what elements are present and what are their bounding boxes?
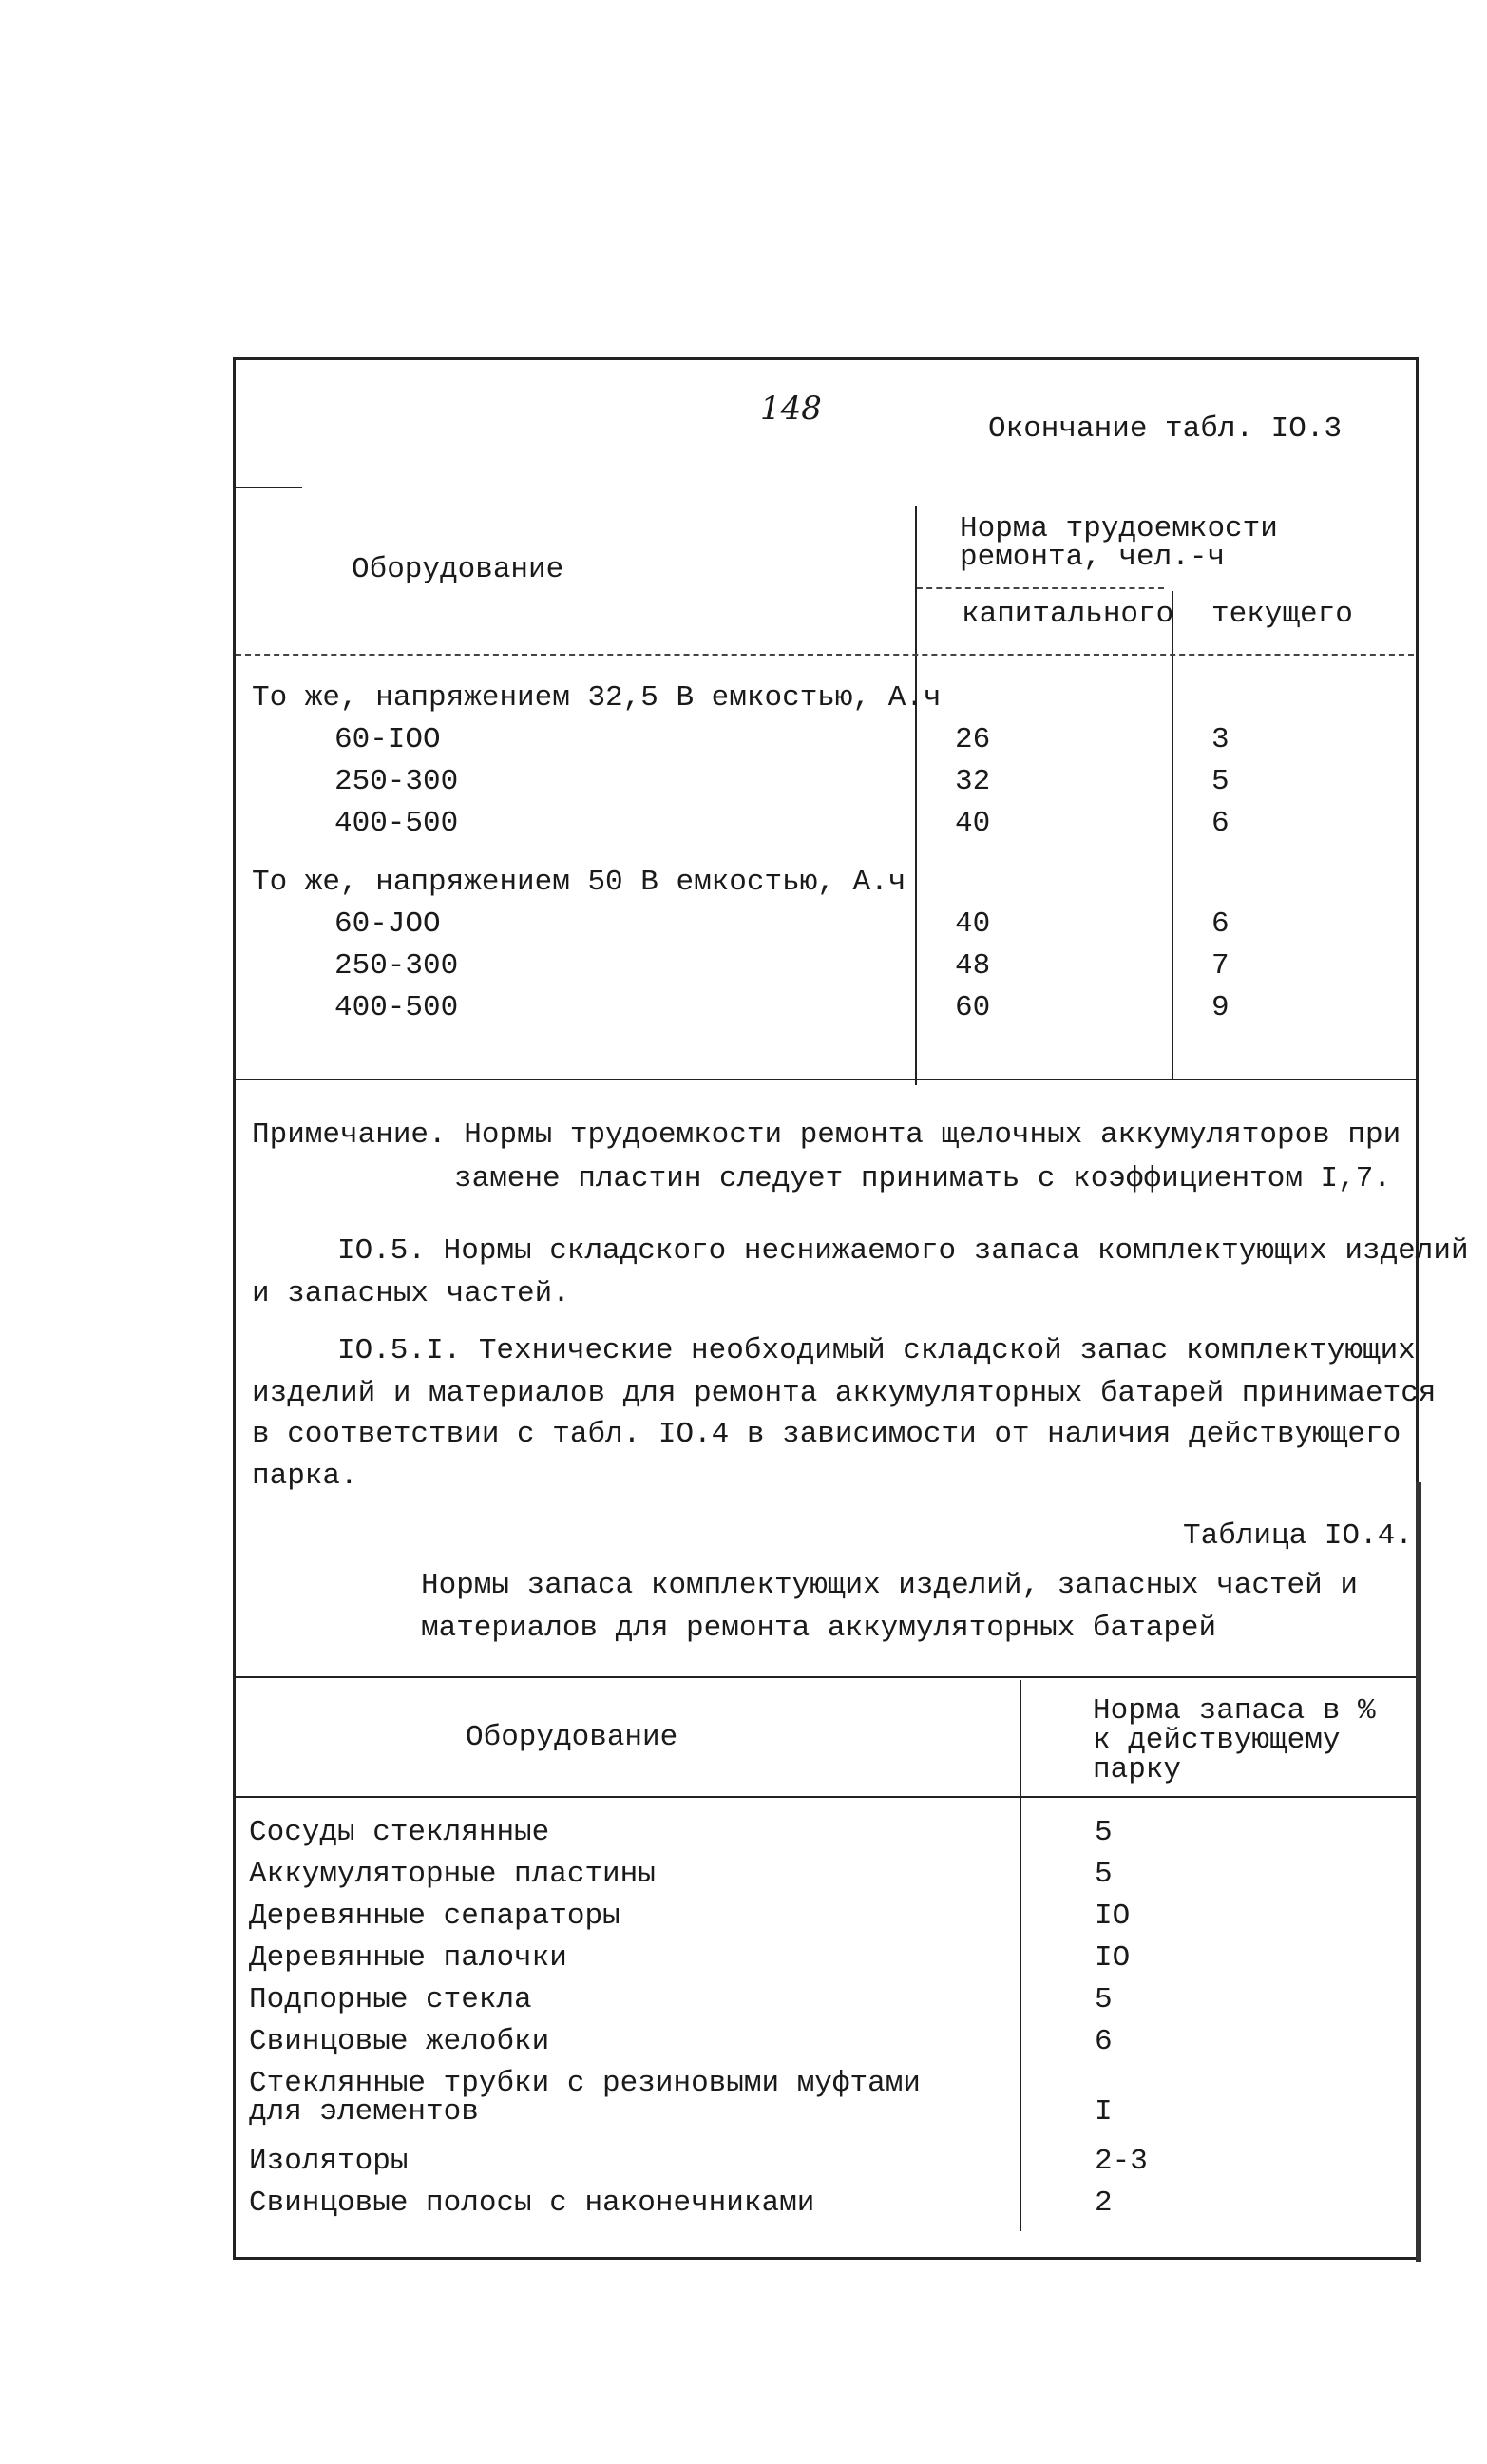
table1-header-norm-line2: ремонта, чел.-ч [960,541,1226,574]
table2-row-name: Подпорные стекла [249,1983,532,2016]
table1-row-capital: 40 [955,907,991,941]
table1-row-capital: 26 [955,723,991,756]
table2-row-value: IO [1095,1900,1131,1933]
section-10-5-1-line-2: изделий и материалов для ремонта аккумуляторных батарей принимается [252,1377,1437,1410]
table2-row-value: IO [1095,1941,1131,1975]
table2-row-value: 6 [1095,2025,1113,2058]
section-10-5-1-line-1: IO.5.I. Технические необходимый складской запас комплектующих [337,1334,1416,1367]
table1-header-equipment: Оборудование [352,553,564,586]
table2-row-name: Деревянные палочки [249,1941,567,1975]
table1-header-norm-line1: Норма трудоемкости [960,512,1278,545]
table1-row-range: 250-300 [334,949,459,983]
scan-edge-mark [1416,1482,1421,2262]
table1-row-range: 400-500 [334,991,459,1024]
table2-row-name: Стеклянные трубки с резиновыми муфтами [249,2067,921,2100]
table2-header-norm-line3: парку [1093,1753,1182,1786]
section-10-5-line-1: IO.5. Нормы складского неснижаемого запаса комплектующих изделий [337,1234,1469,1268]
table2-row-name: Свинцовые полосы с наконечниками [249,2187,815,2220]
table1-row-capital: 40 [955,807,991,840]
table1-row-current: 9 [1211,991,1230,1024]
table2-header-bottom-line [236,1796,1416,1798]
table2-top-line [236,1676,1416,1678]
table1-row-capital: 48 [955,949,991,983]
table-continuation-label: Окончание табл. IO.3 [988,412,1343,446]
note-line-1: Примечание. Нормы трудоемкости ремонта щелочных аккумуляторов при [252,1118,1401,1152]
table2-header-equipment: Оборудование [466,1721,678,1754]
table1-row-range: 60-JOO [334,907,441,941]
table1-header-bottom-line [236,654,1414,656]
table2-divider [1020,1680,1021,2231]
table2-caption-line-1: Нормы запаса комплектующих изделий, запасных частей и [421,1569,1358,1602]
section-10-5-1-line-4: парка. [252,1460,358,1493]
table2-header-norm-line2: к действующему [1093,1724,1341,1757]
table1-row-current: 7 [1211,949,1230,983]
table1-divider-main [915,506,917,1085]
table1-row-current: 3 [1211,723,1230,756]
table2-row-value: I [1095,2095,1113,2129]
table2-row-name: Свинцовые желобки [249,2025,550,2058]
table1-row-capital: 32 [955,765,991,798]
table1-row-current: 6 [1211,807,1230,840]
table1-bottom-line [236,1079,1416,1080]
table1-row-capital: 60 [955,991,991,1024]
table1-divider-sub [1172,591,1173,1080]
table2-label: Таблица IO.4. [1183,1519,1413,1553]
section-10-5-1-line-3: в соответствии с табл. IO.4 в зависимости от наличия действующего [252,1418,1401,1451]
table1-row-range: 400-500 [334,807,459,840]
table1-row-current: 5 [1211,765,1230,798]
table2-row-value: 5 [1095,1983,1113,2016]
table2-row-value: 5 [1095,1858,1113,1891]
table2-row-name: Деревянные сепараторы [249,1900,620,1933]
table2-row-name: Сосуды стеклянные [249,1816,550,1849]
table2-row-value: 2 [1095,2187,1113,2220]
table2-row-value: 5 [1095,1816,1113,1849]
table1-header-current: текущего [1211,598,1353,631]
table2-row-name: Изоляторы [249,2145,409,2178]
table1-row-range: 250-300 [334,765,459,798]
table2-header-norm-line1: Норма запаса в % [1093,1694,1376,1728]
table1-row-range: 60-IOO [334,723,441,756]
table2-row-value: 2-3 [1095,2145,1148,2178]
table2-row-name-cont: для элементов [249,2095,479,2129]
table1-left-tick [236,487,302,488]
table1-subheader-line [917,587,1164,589]
table1-row-current: 6 [1211,907,1230,941]
table1-header-capital: капитального [962,598,1174,631]
table2-caption-line-2: материалов для ремонта аккумуляторных батарей [421,1612,1217,1645]
table1-group-title: То же, напряжением 32,5 В емкостью, А.ч [252,681,942,715]
table2-row-name: Аккумуляторные пластины [249,1858,656,1891]
section-10-5-line-2: и запасных частей. [252,1277,570,1310]
page-number: 148 [760,390,822,428]
table1-group-title: То же, напряжением 50 В емкостью, А.ч [252,866,906,899]
note-line-2: замене пластин следует принимать с коэффициентом I,7. [454,1162,1391,1195]
